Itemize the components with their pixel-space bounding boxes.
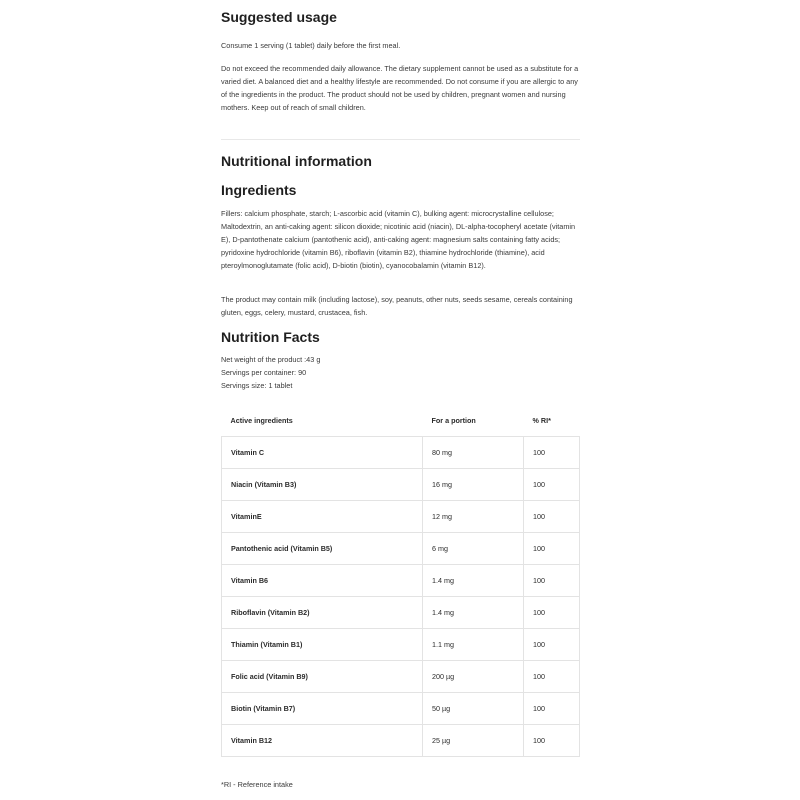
ri-value: 100	[524, 725, 580, 757]
ri-value: 100	[524, 533, 580, 565]
portion-value: 1.4 mg	[423, 597, 524, 629]
portion-value: 16 mg	[423, 469, 524, 501]
ingredient-name: Thiamin (Vitamin B1)	[222, 629, 423, 661]
ingredient-name: VitaminE	[222, 501, 423, 533]
table-row	[222, 501, 580, 533]
ri-value: 100	[524, 565, 580, 597]
ri-value: 100	[524, 629, 580, 661]
column-header-ri: % RI*	[532, 415, 551, 425]
table-row	[222, 725, 580, 757]
ingredients-text: Fillers: calcium phosphate, starch; L-ascorbic acid (vitamin C), bulking agent: microcrystalline cellulose; Maltodextrin, an anti-caking agent: silicon dioxide; nicotinic acid (niacin), DL-alpha-tocopheryl acetate (vitamin E), D-pantothenate calcium (pantothenic acid), anti-caking agent: magnesium salts containing fatty acids; pyridoxine hydrochloride (vitamin B6), riboflavin (vitamin B2), thiamine hydrochloride (thiamine), acid pteroylmonoglutamate (folic acid), D-biotin (biotin), cyanocobalamin (vitamin B12).	[221, 209, 576, 270]
ingredient-name: Folic acid (Vitamin B9)	[222, 661, 423, 693]
ingredient-name: Pantothenic acid (Vitamin B5)	[222, 533, 423, 565]
table-row	[222, 661, 580, 693]
servings-per-container-text: Servings per container: 90	[221, 368, 307, 377]
serving-size-text: Servings size: 1 tablet	[221, 381, 293, 390]
usage-warning-text: Do not exceed the recommended daily allowance. The dietary supplement cannot be used as a substitute for a varied diet. A balanced diet and a healthy lifestyle are recommended. Do not consume if you are allergic to any of the ingredients in the product. The product should not be used by children, pregnant women and nursing mothers. Keep out of reach of small children.	[221, 64, 579, 112]
portion-value: 1.4 mg	[423, 565, 524, 597]
ri-footnote: *RI - Reference intake	[221, 780, 293, 789]
portion-value: 50 µg	[423, 693, 524, 725]
ingredient-name: Vitamin B6	[222, 565, 423, 597]
usage-heading: Suggested usage	[221, 9, 337, 25]
nutrition-facts-heading: Nutrition Facts	[221, 329, 320, 345]
portion-value: 6 mg	[423, 533, 524, 565]
ingredient-name: Vitamin C	[222, 437, 423, 469]
portion-value: 12 mg	[423, 501, 524, 533]
nutrition-facts-table	[221, 404, 580, 757]
table-row	[222, 533, 580, 565]
ri-value: 100	[524, 693, 580, 725]
column-header-ingredient: Active ingredients	[230, 415, 293, 425]
section-divider	[221, 139, 580, 140]
ingredient-name: Biotin (Vitamin B7)	[222, 693, 423, 725]
ri-value: 100	[524, 437, 580, 469]
table-header-row	[222, 404, 580, 437]
ri-value: 100	[524, 469, 580, 501]
table-row	[222, 437, 580, 469]
table-row	[222, 469, 580, 501]
table-row	[222, 629, 580, 661]
net-weight-text: Net weight of the product :43 g	[221, 355, 321, 364]
portion-value: 80 mg	[423, 437, 524, 469]
ri-value: 100	[524, 501, 580, 533]
usage-dose-text: Consume 1 serving (1 tablet) daily before the first meal.	[221, 41, 401, 50]
ingredients-heading: Ingredients	[221, 182, 297, 198]
table-row	[222, 693, 580, 725]
allergens-text: The product may contain milk (including lactose), soy, peanuts, other nuts, seeds sesame, cereals containing gluten, eggs, celery, mustard, crustacea, fish.	[221, 295, 573, 317]
ri-value: 100	[524, 597, 580, 629]
portion-value: 200 µg	[423, 661, 524, 693]
portion-value: 1.1 mg	[423, 629, 524, 661]
table-row	[222, 597, 580, 629]
ingredient-name: Riboflavin (Vitamin B2)	[222, 597, 423, 629]
ingredient-name: Niacin (Vitamin B3)	[222, 469, 423, 501]
ri-value: 100	[524, 661, 580, 693]
table-row	[222, 565, 580, 597]
ingredient-name: Vitamin B12	[222, 725, 423, 757]
nutritional-info-heading: Nutritional information	[221, 153, 372, 169]
portion-value: 25 µg	[423, 725, 524, 757]
column-header-portion: For a portion	[431, 415, 476, 425]
